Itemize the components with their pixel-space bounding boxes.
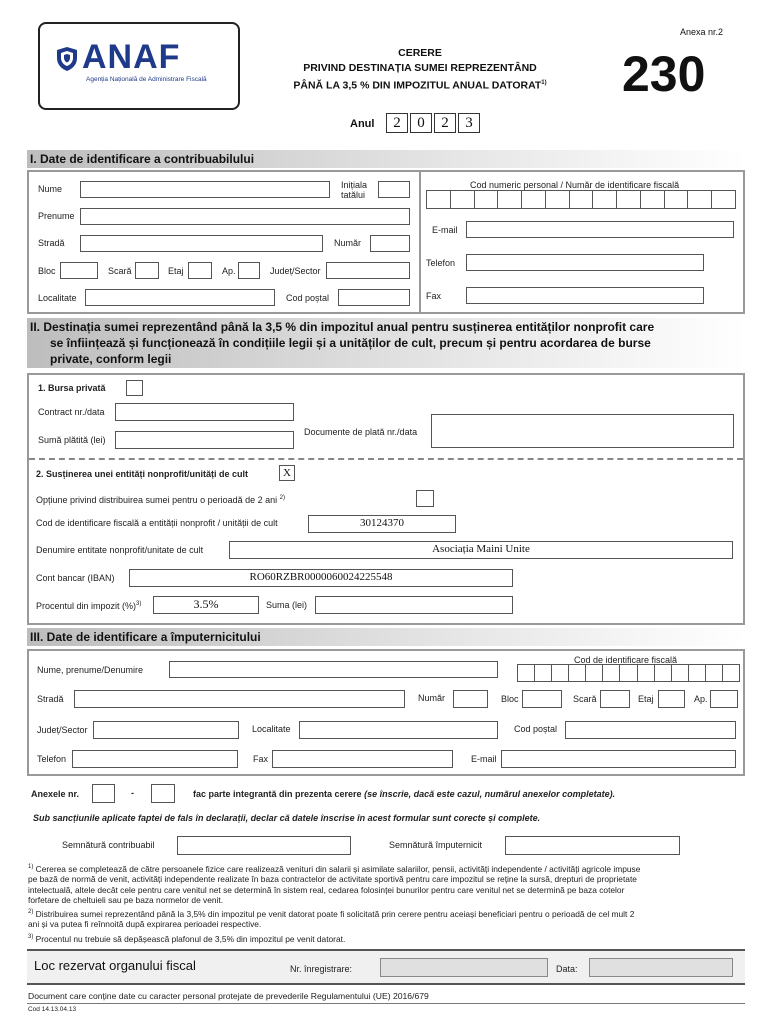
prenume-field[interactable] bbox=[80, 208, 410, 225]
imp-fax-label: Fax bbox=[253, 754, 269, 764]
imp-telefon-label: Telefon bbox=[37, 754, 67, 764]
suma-platita-label: Sumă plătită (lei) bbox=[38, 435, 106, 445]
year-digit[interactable]: 3 bbox=[458, 113, 480, 133]
email-field[interactable] bbox=[466, 221, 734, 238]
nr-inregistrare-field bbox=[380, 958, 548, 977]
year-digit[interactable]: 2 bbox=[434, 113, 456, 133]
cod-postal-field[interactable] bbox=[338, 289, 410, 306]
logo-subtitle: Agenția Națională de Administrare Fiscală bbox=[86, 76, 207, 83]
section-1-title: I. Date de identificare a contribuabilului bbox=[30, 152, 255, 166]
email-label: E-mail bbox=[432, 225, 458, 235]
bursa-label: 1. Bursa privată bbox=[38, 383, 106, 393]
initiala-field[interactable] bbox=[378, 181, 410, 198]
semnatura-contribuabil-label: Semnătură contribuabil bbox=[62, 840, 155, 850]
imp-nume-field[interactable] bbox=[169, 661, 498, 678]
year-digit[interactable]: 0 bbox=[410, 113, 432, 133]
annex-number: Anexa nr.2 bbox=[680, 27, 724, 37]
contract-label: Contract nr./data bbox=[38, 407, 105, 417]
footnote-3: $^{3)}$ Procentul nu trebuie să depășească plafonul de 3,5% din impozitul pe venit datorat. bbox=[28, 933, 346, 944]
sustinere-label: 2. Susținerea unei entități nonprofit/unități de cult bbox=[36, 469, 249, 479]
form-title bbox=[260, 46, 580, 94]
suma-field[interactable] bbox=[315, 596, 513, 614]
imp-strada-label: Stradă bbox=[37, 694, 64, 704]
imp-cif-label: Cod de identificare fiscală bbox=[574, 655, 678, 665]
anexe-dash: - bbox=[131, 788, 134, 798]
cif-entitate-field[interactable]: 30124370 bbox=[308, 515, 456, 533]
year-digit[interactable]: 2 bbox=[386, 113, 408, 133]
cod-postal-label: Cod poștal bbox=[286, 293, 330, 303]
imp-ap-label: Ap. bbox=[694, 694, 708, 704]
title-line-3: PÂNĂ LA 3,5 % DIN IMPOZITUL ANUAL DATORAT$^{1)}$ bbox=[293, 79, 547, 92]
sustinere-checkbox[interactable]: X bbox=[279, 465, 295, 481]
nume-field[interactable] bbox=[80, 181, 330, 198]
anexe-to-field[interactable] bbox=[151, 784, 175, 803]
shield-icon bbox=[56, 46, 78, 72]
semnatura-contribuabil-field[interactable] bbox=[177, 836, 351, 855]
localitate-field[interactable] bbox=[85, 289, 275, 306]
imp-cod-postal-label: Cod poștal bbox=[514, 724, 558, 734]
anexe-from-field[interactable] bbox=[92, 784, 115, 803]
denumire-field[interactable]: Asociația Maini Unite bbox=[229, 541, 733, 559]
form-number: 230 bbox=[622, 46, 706, 102]
optiune-checkbox[interactable] bbox=[416, 490, 434, 507]
imp-etaj-label: Etaj bbox=[638, 694, 654, 704]
nume-label: Nume bbox=[38, 184, 63, 194]
iban-label: Cont bancar (IBAN) bbox=[36, 573, 115, 583]
etaj-label: Etaj bbox=[168, 266, 184, 276]
imp-email-field[interactable] bbox=[501, 750, 736, 768]
fax-label: Fax bbox=[426, 291, 442, 301]
section-2-title: II. Destinația sumei reprezentând până la 3,5 % din impozitul anual pentru susținerea entităților nonprofit care se înființează și funcționează în condițiile legii și a unităților de cult, precum și pentru acordarea de burse private, conform legii bbox=[30, 320, 655, 366]
suma-platita-field[interactable] bbox=[115, 431, 294, 449]
semnatura-imputernicit-label: Semnătură împuternicit bbox=[389, 840, 483, 850]
form-code: Cod 14.13.04.13 bbox=[28, 1006, 77, 1013]
gdpr-notice: Document care conține date cu caracter personal protejate de prevederile Regulamentului (UE) 2016/679 bbox=[28, 991, 429, 1001]
imp-numar-field[interactable] bbox=[453, 690, 488, 708]
bloc-field[interactable] bbox=[60, 262, 98, 279]
scara-field[interactable] bbox=[135, 262, 159, 279]
optiune-label: Opțiune privind distribuirea sumei pentru o perioadă de 2 ani $^{2)}$ bbox=[36, 495, 286, 505]
procent-field[interactable]: 3.5% bbox=[153, 596, 259, 614]
imp-localitate-label: Localitate bbox=[252, 724, 291, 734]
strada-label: Stradă bbox=[38, 238, 65, 248]
bursa-checkbox[interactable] bbox=[126, 380, 143, 396]
anexe-label: Anexele nr. bbox=[31, 789, 80, 799]
anaf-logo bbox=[38, 22, 240, 110]
imp-bloc-field[interactable] bbox=[522, 690, 562, 708]
imp-ap-field[interactable] bbox=[710, 690, 738, 708]
section-2-dashed-divider bbox=[29, 458, 743, 460]
cif-entitate-label: Cod de identificare fiscală a entității nonprofit / unității de cult bbox=[36, 518, 278, 528]
data-label: Data: bbox=[556, 964, 578, 974]
initiala-label: Inițiala tatălui bbox=[341, 180, 368, 200]
footnote-1: $^{1)}$ Cererea se completează de către persoanele fizice care realizează venituri din salarii și asimilate salariilor, pensii, activități independente / activități agricole impuse pe bază de normă de venit, activități independente realizate în baza contractelor de activitate sportivă pentru care impozitul se reține la sursă, drepturi de proprietate intelectuală, altele decât cele pentru care venitul net se determină în sistem real, cedarea folosinței bunurilor pentru care venitul net se determină pe baza cotelor forfetare de cheltuieli sau pe baza normelor de venit. bbox=[28, 863, 641, 906]
imp-telefon-field[interactable] bbox=[72, 750, 238, 768]
imp-numar-label: Număr bbox=[418, 693, 446, 703]
footer-divider bbox=[27, 1003, 745, 1004]
imp-nume-label: Nume, prenume/Denumire bbox=[37, 665, 144, 675]
imp-bloc-label: Bloc bbox=[501, 694, 519, 704]
etaj-field[interactable] bbox=[188, 262, 212, 279]
iban-field[interactable]: RO60RZBR0000060024225548 bbox=[129, 569, 513, 587]
numar-label: Număr bbox=[334, 238, 362, 248]
numar-field[interactable] bbox=[370, 235, 410, 252]
imp-cif-cells[interactable] bbox=[517, 664, 740, 682]
imp-strada-field[interactable] bbox=[74, 690, 405, 708]
title-line-1: CERERE bbox=[398, 47, 442, 59]
title-line-2: PRIVIND DESTINAȚIA SUMEI REPREZENTÂND bbox=[303, 62, 537, 74]
telefon-field[interactable] bbox=[466, 254, 704, 271]
imp-email-label: E-mail bbox=[471, 754, 497, 764]
judet-field[interactable] bbox=[326, 262, 410, 279]
logo-name: ANAF bbox=[82, 38, 181, 76]
procent-label: Procentul din impozit (%)$^{3)}$ bbox=[36, 601, 142, 611]
nr-inregistrare-label: Nr. înregistrare: bbox=[290, 964, 353, 974]
imp-scara-field[interactable] bbox=[600, 690, 630, 708]
contract-field[interactable] bbox=[115, 403, 294, 421]
anexe-text: fac parte integrantă din prezenta cerere (se înscrie, dacă este cazul, numărul anexelor completate). bbox=[193, 789, 616, 799]
semnatura-imputernicit-field[interactable] bbox=[505, 836, 680, 855]
section-1-divider bbox=[419, 172, 421, 312]
declaration-text: Sub sancțiunile aplicate faptei de fals în declarații, declar că datele înscrise în acest formular sunt corecte și complete. bbox=[33, 813, 541, 823]
footnote-2: $^{2)}$ Distribuirea sumei reprezentând până la 3,5% din impozitul pe venit datorat poate fi solicitată prin cerere pentru aceiași beneficiari pentru o perioadă de cel mult 2 ani și va putea fi reînnoită după expirarea perioadei respective. bbox=[28, 908, 635, 930]
ap-field[interactable] bbox=[238, 262, 260, 279]
scara-label: Scară bbox=[108, 266, 132, 276]
telefon-label: Telefon bbox=[426, 258, 456, 268]
bloc-label: Bloc bbox=[38, 266, 56, 276]
localitate-label: Localitate bbox=[38, 293, 77, 303]
ap-label: Ap. bbox=[222, 266, 236, 276]
documente-label: Documente de plată nr./data bbox=[304, 427, 418, 437]
fax-field[interactable] bbox=[466, 287, 704, 304]
imp-localitate-field[interactable] bbox=[299, 721, 498, 739]
strada-field[interactable] bbox=[80, 235, 323, 252]
suma-label: Suma (lei) bbox=[266, 600, 308, 610]
cnp-cells[interactable] bbox=[426, 190, 736, 209]
imp-cod-postal-field[interactable] bbox=[565, 721, 736, 739]
data-field bbox=[589, 958, 733, 977]
imp-judet-field[interactable] bbox=[93, 721, 239, 739]
imp-fax-field[interactable] bbox=[272, 750, 453, 768]
documente-field[interactable] bbox=[431, 414, 734, 448]
imp-judet-label: Județ/Sector bbox=[37, 725, 88, 735]
prenume-label: Prenume bbox=[38, 211, 75, 221]
fiscal-title: Loc rezervat organului fiscal bbox=[34, 958, 196, 973]
denumire-label: Denumire entitate nonprofit/unitate de cult bbox=[36, 545, 204, 555]
judet-label: Județ/Sector bbox=[270, 266, 321, 276]
section-3-title: III. Date de identificare a împuternicitului bbox=[30, 630, 261, 644]
year-label: Anul bbox=[350, 118, 375, 130]
imp-etaj-field[interactable] bbox=[658, 690, 685, 708]
cnp-label: Cod numeric personal / Număr de identificare fiscală bbox=[470, 180, 680, 190]
imp-scara-label: Scară bbox=[573, 694, 597, 704]
